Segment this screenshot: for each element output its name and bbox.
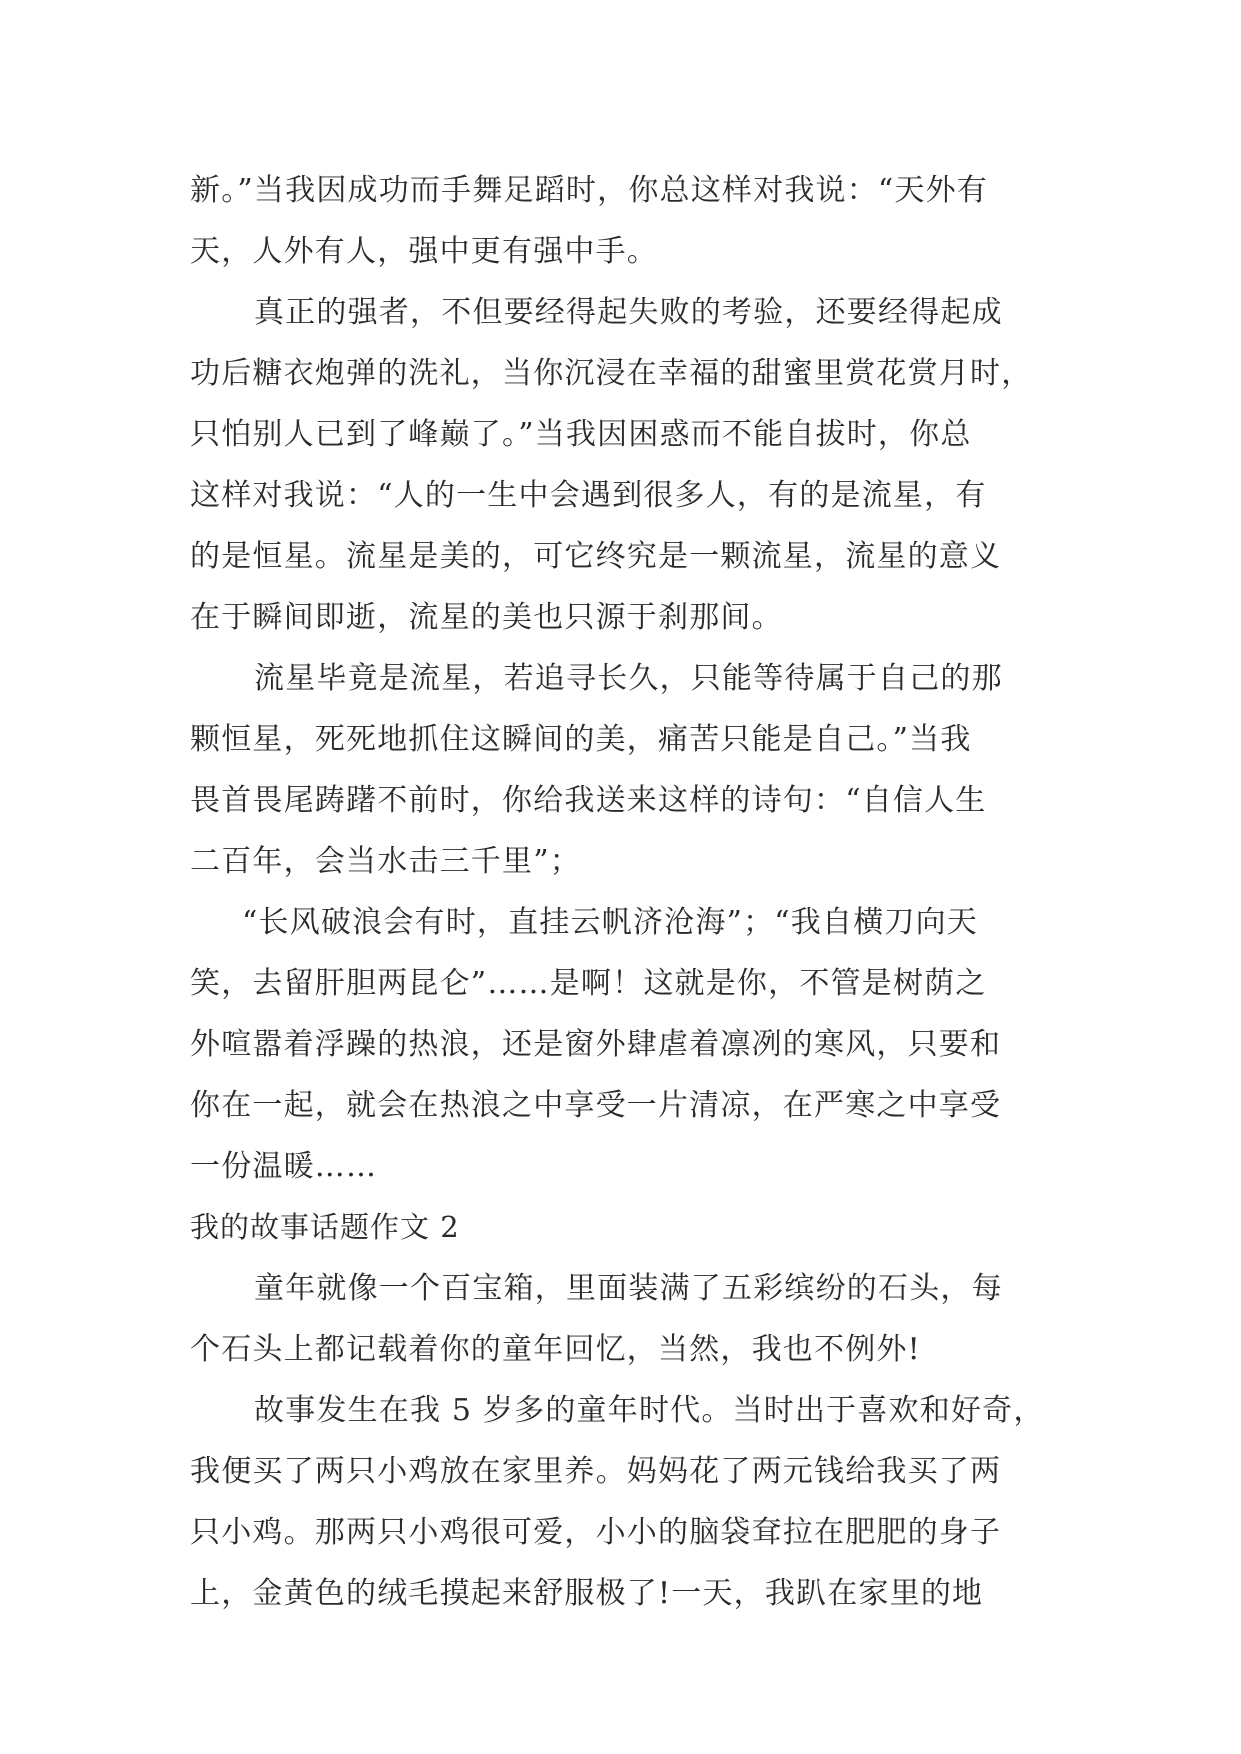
text-line: 天，人外有人，强中更有强中手。: [190, 234, 658, 269]
paragraph-start-line: “长风破浪会有时，直挂云帆济沧海”；“我自横刀向天: [242, 905, 979, 940]
text-line: 外喧嚣着浮躁的热浪，还是窗外肆虐着凛冽的寒风，只要和: [190, 1027, 1002, 1062]
text-line: 笑，去留肝胆两昆仑”……是啊！这就是你，不管是树荫之: [190, 966, 987, 1001]
paragraph-start-line: 故事发生在我 5 岁多的童年时代。当时出于喜欢和好奇，: [254, 1393, 1045, 1428]
text-line: 只怕别人已到了峰巅了。”当我因困惑而不能自拔时，你总: [190, 417, 972, 452]
text-line: 颗恒星，死死地抓住这瞬间的美，痛苦只能是自己。”当我: [190, 722, 972, 757]
text-line: 你在一起，就会在热浪之中享受一片清凉，在严寒之中享受: [190, 1088, 1002, 1123]
text-line: 这样对我说：“人的一生中会遇到很多人，有的是流星，有: [190, 478, 987, 513]
document-body: [190, 160, 1050, 1624]
text-line: 畏首畏尾踌躇不前时，你给我送来这样的诗句：“自信人生: [190, 783, 987, 818]
text-line: 上，金黄色的绒毛摸起来舒服极了!一天，我趴在家里的地: [190, 1576, 984, 1611]
text-line: 我便买了两只小鸡放在家里养。妈妈花了两元钱给我买了两: [190, 1454, 1002, 1489]
text-line: 二百年，会当水击三千里”；: [190, 844, 581, 879]
text-line: 一份温暖……: [190, 1149, 378, 1184]
paragraph-start-line: 真正的强者，不但要经得起失败的考验，还要经得起成: [254, 295, 1003, 330]
text-line: 个石头上都记载着你的童年回忆，当然，我也不例外!: [190, 1332, 921, 1367]
text-line: 在于瞬间即逝，流星的美也只源于刹那间。: [190, 600, 783, 635]
text-line: 只小鸡。那两只小鸡很可爱，小小的脑袋耷拉在肥肥的身子: [190, 1515, 1002, 1550]
text-line: 功后糖衣炮弹的洗礼，当你沉浸在幸福的甜蜜里赏花赏月时，: [190, 356, 1033, 391]
paragraph-start-line: 童年就像一个百宝箱，里面装满了五彩缤纷的石头，每: [254, 1271, 1003, 1306]
text-line: 新。”当我因成功而手舞足蹈时，你总这样对我说：“天外有: [190, 173, 989, 208]
text-line: 的是恒星。流星是美的，可它终究是一颗流星，流星的意义: [190, 539, 1002, 574]
paragraph-start-line: 流星毕竟是流星，若追寻长久，只能等待属于自己的那: [254, 661, 1003, 696]
section-title: 我的故事话题作文 2: [190, 1210, 460, 1244]
